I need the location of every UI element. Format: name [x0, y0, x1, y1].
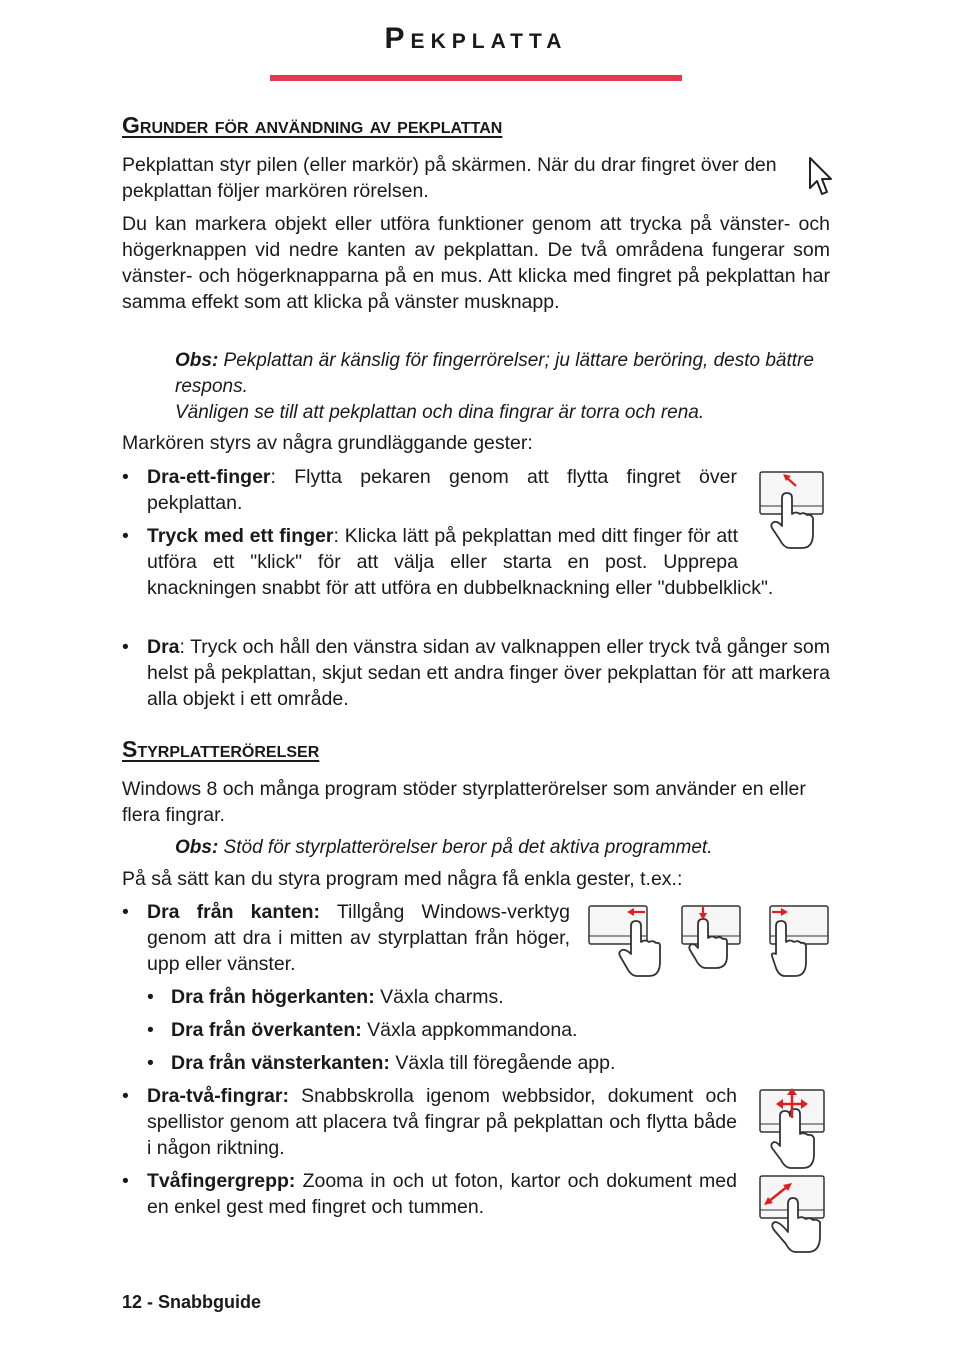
bullet-text: : Flytta pekaren genom att flytta fingret över pekplattan.	[147, 466, 737, 514]
bullet-marker: •	[122, 901, 129, 923]
bullet-marker: •	[122, 1170, 129, 1192]
note-support	[175, 835, 831, 861]
bullet-text: Växla charms.	[374, 986, 504, 1008]
note-clean: Vänligen se till att pekplattan och dina fingrar är torra och rena.	[175, 402, 705, 423]
bullet-term: Tvåfingergrepp:	[147, 1170, 296, 1192]
title-underline	[270, 75, 682, 81]
touchpad-two-finger-scroll-icon	[758, 1088, 828, 1172]
swipe-from-left-icon	[768, 904, 834, 978]
page-title: Pekplatta	[384, 22, 568, 55]
note-sensitivity	[175, 348, 831, 400]
touchpad-one-finger-icon	[758, 470, 826, 552]
paragraph-buttons: Du kan markera objekt eller utföra funktioner genom att trycka på vänster- och högerknappen vid nedre kanten av pekplattan. De två områdena fungerar som vänster- och högerknapparna på en mus. Att klicka med fingret på pekplattan har samma effekt som att klicka på vänster musknapp.	[122, 213, 830, 313]
bullet-text: : Tryck och håll den vänstra sidan av valknappen eller tryck två gånger som helst på pekplattan, skjut sedan ett andra finger över pekplattan för att markera alla objekt i ett område.	[147, 636, 830, 710]
bullet-term: Tryck med ett finger	[147, 525, 334, 547]
note-label: Obs:	[175, 837, 219, 858]
bullet-marker: •	[122, 525, 129, 547]
bullet-pinch	[147, 1168, 737, 1220]
bullet-text: Zooma in och ut foton, kartor och dokument med en enkel gest med fingret och tummen.	[147, 1170, 737, 1218]
section-heading-basics: Grunder för användning av pekplattan	[122, 112, 503, 138]
bullet-term: Dra från vänsterkanten:	[171, 1052, 390, 1074]
paragraph-windows8: Windows 8 och många program stöder styrplatterörelser som använder en eller flera fingrar.	[122, 778, 806, 826]
bullet-text: Växla appkommandona.	[361, 1019, 578, 1041]
sub-bullet-marker: •	[147, 986, 154, 1008]
sub-bullet-left-edge	[171, 1050, 615, 1076]
bullet-marker: •	[122, 466, 129, 488]
bullet-one-finger-drag	[147, 464, 737, 516]
gestures-intro-2: På så sätt kan du styra program med några få enkla gester, t.ex.:	[122, 868, 683, 890]
bullet-edge-swipe	[147, 899, 570, 977]
gestures-intro: Markören styrs av några grundläggande gester:	[122, 432, 533, 454]
bullet-term: Dra från överkanten:	[171, 1019, 362, 1041]
page-footer: 12 - Snabbguide	[122, 1292, 262, 1312]
bullet-drag	[147, 634, 830, 712]
section-heading-gestures: Styrplatterörelser	[122, 736, 320, 762]
bullet-text: Tillgång Windows-verktyg genom att dra i mitten av styrplattan från höger, upp eller vänster.	[147, 901, 570, 975]
sub-bullet-marker: •	[147, 1052, 154, 1074]
sub-bullet-top-edge	[171, 1017, 577, 1043]
bullet-term: Dra-två-fingrar:	[147, 1085, 289, 1107]
bullet-term: Dra från högerkanten:	[171, 986, 375, 1008]
bullet-text: : Klicka lätt på pekplattan med ditt finger för att utföra ett "klick" för att välja eller starta en post. Upprepa knackningen snabbt för att utföra en dubbelknackning eller "dubbelklick".	[147, 525, 774, 599]
bullet-two-finger-scroll	[147, 1083, 737, 1161]
bullet-text: Växla till föregående app.	[389, 1052, 616, 1074]
paragraph-cursor: Pekplattan styr pilen (eller markör) på skärmen. När du drar fingret över den pekplattan följer markören rörelsen.	[122, 154, 777, 202]
bullet-term: Dra	[147, 636, 180, 658]
note-text: Pekplattan är känslig för fingerrörelser; ju lättare beröring, desto bättre respons.	[175, 350, 814, 397]
touchpad-pinch-icon	[758, 1174, 828, 1258]
swipe-from-top-icon	[680, 904, 746, 970]
bullet-term: Dra från kanten:	[147, 901, 321, 923]
sub-bullet-right-edge	[171, 984, 504, 1010]
bullet-term: Dra-ett-finger	[147, 466, 271, 488]
note-text: Stöd för styrplatterörelser beror på det aktiva programmet.	[218, 837, 713, 858]
cursor-arrow-icon	[808, 156, 834, 198]
swipe-from-right-icon	[587, 904, 663, 978]
sub-bullet-marker: •	[147, 1019, 154, 1041]
bullet-text: Snabbskrolla igenom webbsidor, dokument och spellistor genom att placera två fingrar på pekplattan och flytta både i någon riktning.	[147, 1085, 737, 1159]
bullet-one-finger-tap	[147, 523, 830, 601]
bullet-marker: •	[122, 636, 129, 658]
bullet-marker: •	[122, 1085, 129, 1107]
note-label: Obs:	[175, 350, 219, 371]
